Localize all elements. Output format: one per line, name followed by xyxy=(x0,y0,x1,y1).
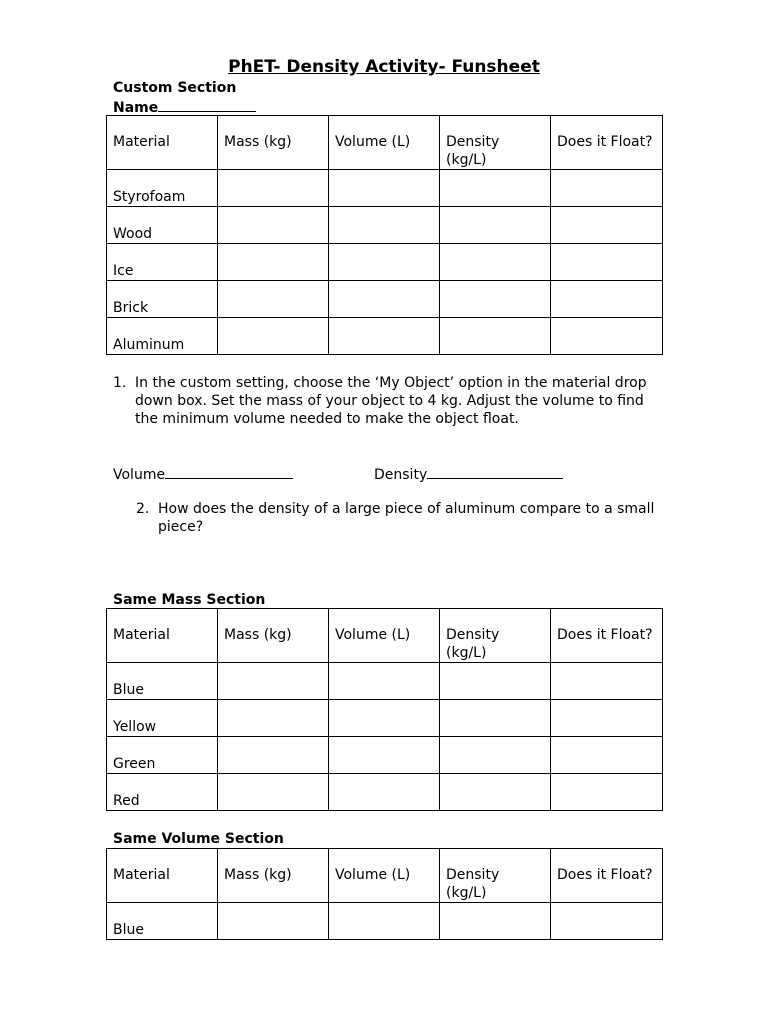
material-cell: Red xyxy=(107,774,218,811)
volume-cell[interactable] xyxy=(329,700,440,737)
header-density: Density (kg/L) xyxy=(440,609,551,663)
float-cell[interactable] xyxy=(551,318,663,355)
density-cell[interactable] xyxy=(440,737,551,774)
density-cell[interactable] xyxy=(440,207,551,244)
mass-cell[interactable] xyxy=(218,700,329,737)
name-field[interactable] xyxy=(113,97,256,117)
float-cell[interactable] xyxy=(551,207,663,244)
density-answer[interactable] xyxy=(374,464,563,484)
volume-cell[interactable] xyxy=(329,281,440,318)
mass-cell[interactable] xyxy=(218,318,329,355)
same-mass-section-heading: Same Mass Section xyxy=(113,592,266,608)
table-row xyxy=(107,318,663,355)
table-row xyxy=(107,700,663,737)
question-1 xyxy=(113,374,653,428)
page-title: PhET- Density Activity- Funsheet xyxy=(228,57,540,77)
volume-label: Volume xyxy=(113,467,166,483)
material-cell: Blue xyxy=(107,663,218,700)
name-label: Name xyxy=(113,100,159,116)
header-material: Material xyxy=(107,849,218,903)
float-cell[interactable] xyxy=(551,281,663,318)
mass-cell[interactable] xyxy=(218,663,329,700)
density-cell[interactable] xyxy=(440,318,551,355)
material-cell: Wood xyxy=(107,207,218,244)
material-cell: Ice xyxy=(107,244,218,281)
material-cell: Blue xyxy=(107,903,218,940)
name-blank[interactable] xyxy=(158,97,256,112)
table-header-row xyxy=(107,116,663,170)
custom-section-heading: Custom Section xyxy=(113,80,237,96)
header-volume: Volume (L) xyxy=(329,849,440,903)
table-row xyxy=(107,207,663,244)
custom-section-table xyxy=(106,115,663,355)
float-cell[interactable] xyxy=(551,737,663,774)
density-cell[interactable] xyxy=(440,281,551,318)
header-mass: Mass (kg) xyxy=(218,609,329,663)
header-material: Material xyxy=(107,116,218,170)
question-1-number: 1. xyxy=(113,375,127,391)
mass-cell[interactable] xyxy=(218,207,329,244)
density-blank[interactable] xyxy=(427,464,563,479)
question-2 xyxy=(136,500,656,536)
header-float: Does it Float? xyxy=(551,609,663,663)
header-mass: Mass (kg) xyxy=(218,849,329,903)
mass-cell[interactable] xyxy=(218,737,329,774)
material-cell: Yellow xyxy=(107,700,218,737)
material-cell: Aluminum xyxy=(107,318,218,355)
density-cell[interactable] xyxy=(440,700,551,737)
header-volume: Volume (L) xyxy=(329,116,440,170)
material-cell: Styrofoam xyxy=(107,170,218,207)
volume-answer[interactable] xyxy=(113,464,293,484)
mass-cell[interactable] xyxy=(218,244,329,281)
float-cell[interactable] xyxy=(551,774,663,811)
mass-cell[interactable] xyxy=(218,281,329,318)
float-cell[interactable] xyxy=(551,663,663,700)
question-2-text: How does the density of a large piece of aluminum compare to a small piece? xyxy=(158,501,655,535)
header-density: Density (kg/L) xyxy=(440,116,551,170)
density-cell[interactable] xyxy=(440,170,551,207)
volume-cell[interactable] xyxy=(329,207,440,244)
volume-cell[interactable] xyxy=(329,170,440,207)
float-cell[interactable] xyxy=(551,903,663,940)
mass-cell[interactable] xyxy=(218,774,329,811)
same-volume-section-heading: Same Volume Section xyxy=(113,831,284,847)
table-row xyxy=(107,663,663,700)
mass-cell[interactable] xyxy=(218,903,329,940)
material-cell: Brick xyxy=(107,281,218,318)
float-cell[interactable] xyxy=(551,244,663,281)
question-1-text: In the custom setting, choose the ‘My Object’ option in the material drop down box. Set the mass of your object to 4 kg. Adjust the volume to find the minimum volume needed to make the object float. xyxy=(135,375,647,427)
table-row xyxy=(107,244,663,281)
volume-cell[interactable] xyxy=(329,737,440,774)
same-mass-table xyxy=(106,608,663,811)
density-label: Density xyxy=(374,467,428,483)
table-header-row xyxy=(107,849,663,903)
same-volume-table xyxy=(106,848,663,940)
table-row xyxy=(107,737,663,774)
density-cell[interactable] xyxy=(440,903,551,940)
header-mass: Mass (kg) xyxy=(218,116,329,170)
table-header-row xyxy=(107,609,663,663)
float-cell[interactable] xyxy=(551,170,663,207)
mass-cell[interactable] xyxy=(218,170,329,207)
volume-blank[interactable] xyxy=(165,464,293,479)
header-material: Material xyxy=(107,609,218,663)
table-row xyxy=(107,903,663,940)
density-cell[interactable] xyxy=(440,774,551,811)
volume-cell[interactable] xyxy=(329,663,440,700)
question-2-number: 2. xyxy=(136,501,150,517)
table-row xyxy=(107,281,663,318)
volume-cell[interactable] xyxy=(329,903,440,940)
material-cell: Green xyxy=(107,737,218,774)
header-float: Does it Float? xyxy=(551,116,663,170)
density-cell[interactable] xyxy=(440,244,551,281)
float-cell[interactable] xyxy=(551,700,663,737)
volume-cell[interactable] xyxy=(329,244,440,281)
table-row xyxy=(107,774,663,811)
table-row xyxy=(107,170,663,207)
header-float: Does it Float? xyxy=(551,849,663,903)
header-density: Density (kg/L) xyxy=(440,849,551,903)
header-volume: Volume (L) xyxy=(329,609,440,663)
volume-cell[interactable] xyxy=(329,774,440,811)
volume-cell[interactable] xyxy=(329,318,440,355)
density-cell[interactable] xyxy=(440,663,551,700)
